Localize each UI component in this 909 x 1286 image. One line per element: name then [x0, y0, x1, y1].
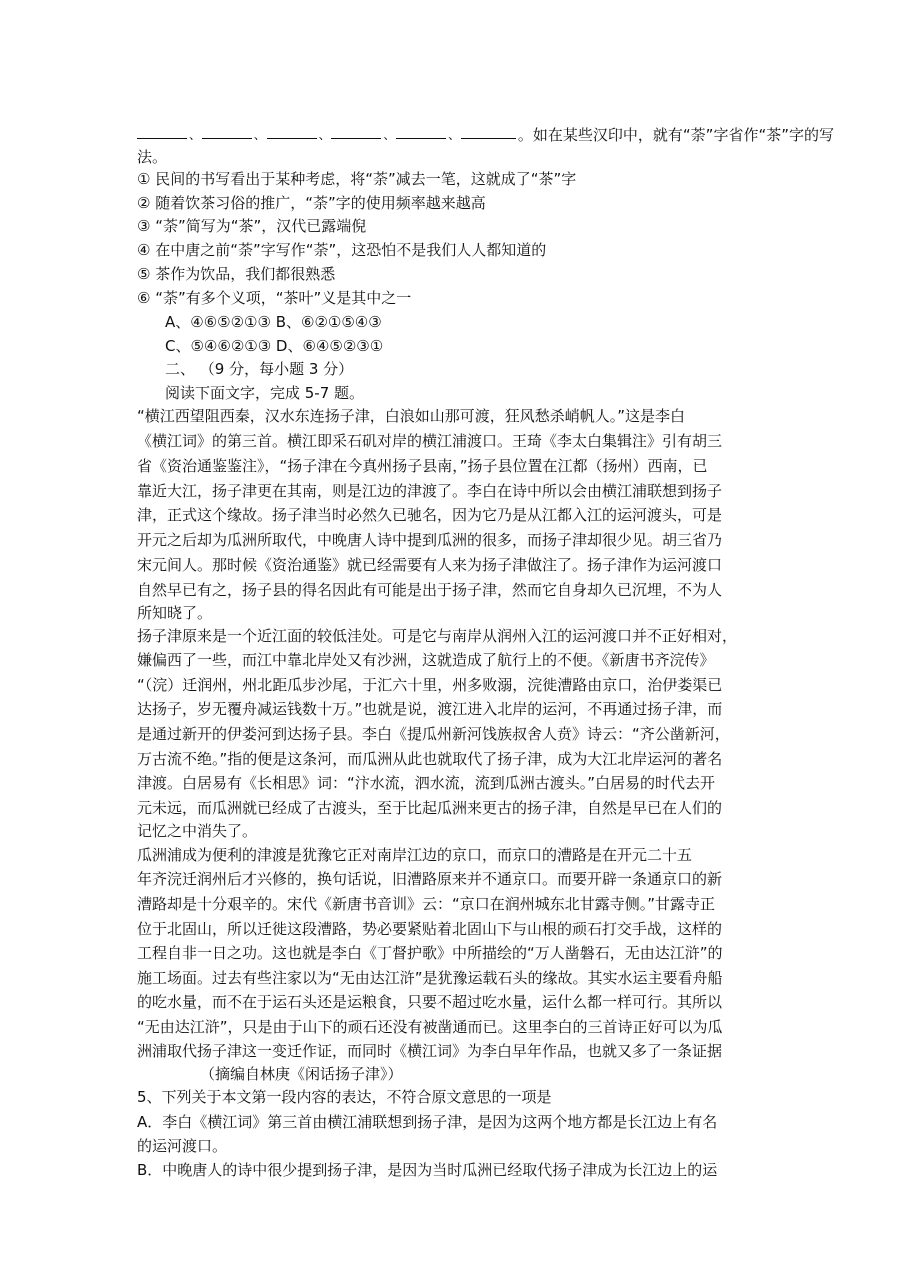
passage-line: 瓜洲浦成为便利的津渡是犹豫它正对南岸江边的京口，而京口的漕路是在开元二十五	[137, 846, 693, 864]
passage-line: 所知晓了。	[137, 604, 213, 622]
passage-line: 嫌偏西了一些，而江中靠北岸处又有沙洲，这就造成了航行上的不便。《新唐书齐浣传》	[137, 651, 715, 669]
q4-stem-line	[137, 121, 834, 147]
passage-line: 万古流不绝。”指的便是这条河，而瓜洲从此也就取代了扬子津，成为大江北岸运河的著名	[137, 750, 723, 768]
passage-line: 扬子津原来是一个近江面的较低洼处。可是它与南岸从润州入江的运河渡口并不正好相对，	[137, 627, 738, 645]
q5-stem: 5、下列关于本文第一段内容的表达，不符合原文意思的一项是	[137, 1088, 552, 1106]
blank-separator: 、	[448, 128, 461, 142]
q5-option-b[interactable]: B．中晚唐人的诗中很少提到扬子津，是因为当时瓜洲已经取代扬子津成为长江边上的运	[137, 1161, 718, 1179]
passage-line: 津，正式这个缘故。扬子津当时必然久已驰名，因为它乃是从江都入江的运河渡头，可是	[137, 506, 723, 524]
passage-line: 年齐浣迁润州后才兴修的，换句话说，旧漕路原来并不通京口。而要开辟一条通京口的新	[137, 870, 723, 888]
blank-4[interactable]	[331, 121, 381, 139]
passage-line: 施工场面。过去有些注家以为“无由达江浒”是犹豫运载石头的缘故。其实水运主要看舟船	[137, 969, 723, 987]
passage-line: 开元之后却为瓜洲所取代，中晚唐人诗中提到瓜洲的很多，而扬子津却很少见。胡三省乃	[137, 531, 723, 549]
blank-2[interactable]	[202, 121, 252, 139]
passage-line: 记忆之中消失了。	[137, 822, 258, 840]
passage-line: “（浣）迁润州，州北距瓜步沙尾，于汇六十里，州多败溺，浣徙漕路由京口，治伊娄渠已	[137, 676, 723, 694]
blank-separator: 、	[318, 128, 331, 142]
passage-line: 宋元间人。那时候《资治通鉴》就已经需要有人来为扬子津做注了。扬子津作为运河渡口	[137, 556, 723, 574]
blank-5[interactable]	[396, 121, 446, 139]
blank-3[interactable]	[267, 121, 317, 139]
q5-option-a[interactable]: A．李白《横江词》第三首由横江浦联想到扬子津，是因为这两个地方都是长江边上有名	[137, 1113, 718, 1131]
q4-item-1: ① 民间的书写看出于某种考虑，将“荼”减去一笔，这就成了“茶”字	[137, 170, 577, 188]
q4-stem-end: 。如在某些汉印中，就有“荼”字省作“茶”字的写	[517, 126, 834, 144]
q4-item-6: ⑥ “荼”有多个义项，“茶叶”义是其中之一	[137, 289, 412, 307]
q4-item-2: ② 随着饮茶习俗的推广，“荼”字的使用频率越来越高	[137, 194, 486, 212]
blank-6[interactable]	[461, 121, 516, 139]
passage-line: 达扬子，岁无覆舟减运钱数十万。”也就是说，渡江进入北岸的运河，不再通过扬子津，而	[137, 700, 723, 718]
passage-line: “无由达江浒”，只是由于山下的顽石还没有被凿通而已。这里李白的三首诗正好可以为瓜	[137, 1018, 723, 1036]
blank-separator: 、	[189, 128, 202, 142]
passage-line: 靠近大江，扬子津更在其南，则是江边的津渡了。李白在诗中所以会由横江浦联想到扬子	[137, 482, 723, 500]
passage-line: 《横江词》的第三首。横江即采石矶对岸的横江浦渡口。王琦《李太白集辑注》引有胡三	[137, 432, 723, 450]
answer-blanks[interactable]	[137, 121, 518, 147]
passage-line: 元未远，而瓜洲就已经成了古渡头，至于比起瓜洲来更古的扬子津，自然是早已在人们的	[137, 799, 723, 817]
passage-line: 是通过新开的伊娄河到达扬子县。李白《提瓜州新河饯族叔舍人贲》诗云：“齐公凿新河，	[137, 725, 730, 743]
passage-citation: （摘编自林庚《闲话扬子津》）	[200, 1065, 403, 1083]
passage-line: 漕路却是十分艰辛的。宋代《新唐书音训》云：“京口在润州城东北甘露寺侧。”甘露寺正	[137, 895, 716, 913]
passage-line: 位于北固山，所以迁徙这段漕路，势必要紧贴着北固山下与山根的顽石打交手战，这样的	[137, 920, 723, 938]
q5-option-a-cont[interactable]: 的运河渡口。	[137, 1137, 228, 1155]
passage-line: 津渡。白居易有《长相思》词：“汴水流，泗水流，流到瓜洲古渡头。”白居易的时代去开	[137, 774, 716, 792]
passage-line: 省《资治通鉴鉴注》，“扬子津在今真州扬子县南，”扬子县位置在江都（扬州）西南，已	[137, 457, 708, 475]
q4-stem-continuation: 法。	[137, 148, 168, 166]
passage-line: “横江西望阻西秦，汉水东连扬子津，白浪如山那可渡，狂风愁杀峭帆人。”这是李白	[137, 407, 686, 425]
q4-item-4: ④ 在中唐之前“荼”字写作“荼”，这恐怕不是我们人人都知道的	[137, 241, 547, 259]
passage-line: 洲浦取代扬子津这一变迁作证，而同时《横江词》为李白早年作品，也就又多了一条证据	[137, 1042, 723, 1060]
section-instruction: 阅读下面文字，完成 5-7 题。	[165, 384, 365, 402]
q4-options-ab[interactable]: A、④⑥⑤②①③ B、⑥②①⑤④③	[165, 313, 382, 331]
section-heading: 二、 （9 分，每小题 3 分）	[165, 360, 354, 378]
q4-item-3: ③ “荼”简写为“茶”，汉代已露端倪	[137, 217, 367, 235]
passage-line: 自然早已有之，扬子县的得名因此有可能是出于扬子津，然而它自身却久已沉埋，不为人	[137, 581, 723, 599]
q4-options-cd[interactable]: C、⑤④⑥②①③ D、⑥④⑤②③①	[165, 337, 384, 355]
blank-1[interactable]	[137, 121, 187, 139]
passage-line: 工程自非一日之功。这也就是李白《丁督护歌》中所描绘的“万人凿磐石，无由达江浒”的	[137, 944, 723, 962]
q4-item-5: ⑤ 茶作为饮品，我们都很熟悉	[137, 265, 336, 283]
blank-separator: 、	[253, 128, 266, 142]
blank-separator: 、	[383, 128, 396, 142]
passage-line: 的吃水量，而不在于运石头还是运粮食，只要不超过吃水量，运什么都一样可行。其所以	[137, 993, 723, 1011]
